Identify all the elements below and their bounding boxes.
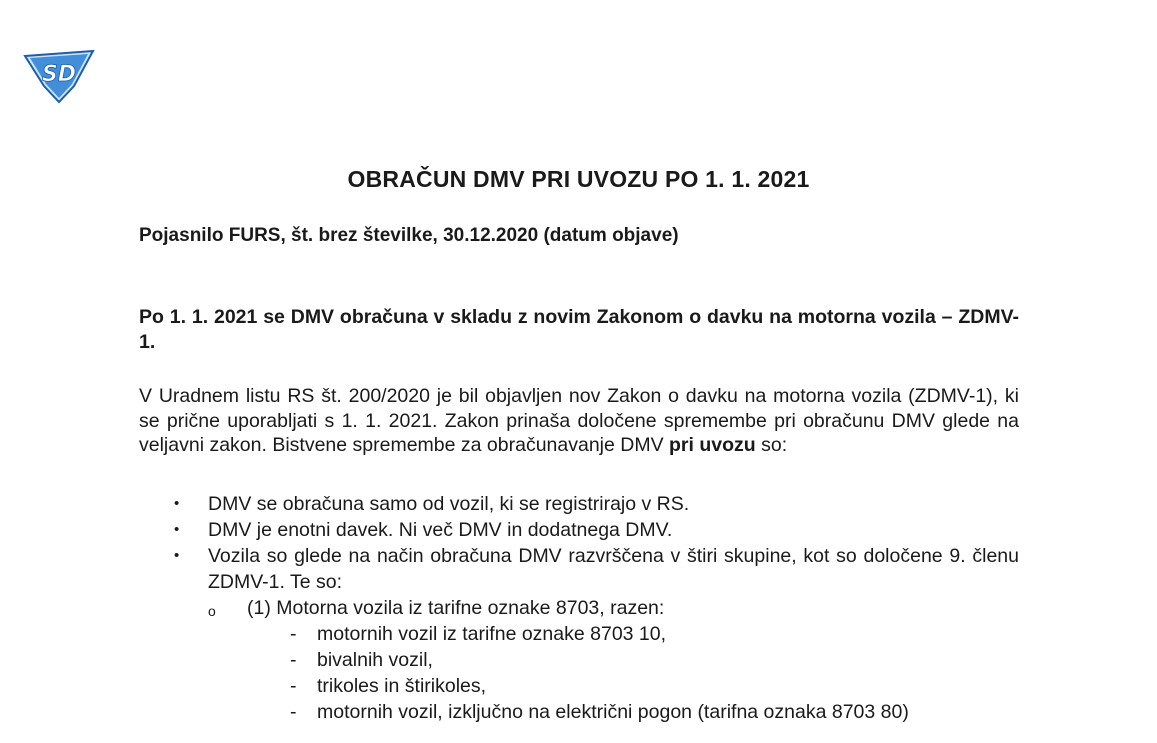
list-item — [139, 543, 1019, 725]
list-item — [139, 517, 1019, 543]
list-item — [139, 491, 1019, 517]
dash-icon: - — [290, 649, 297, 671]
lead-paragraph: Po 1. 1. 2021 se DMV obračuna v skladu z novim Zakonom o davku na motorna vozila – ZDMV-1. — [139, 306, 1019, 353]
sub-list-item — [139, 595, 1019, 725]
paragraph-text: V Uradnem listu RS št. 200/2020 je bil objavljen nov Zakon o davku na motorna vozila (ZDMV-1), ki se prične uporabljati s 1. 1. 2021. Zakon prinaša določene spremembe pri obračunu DMV glede na veljavni zakon. Bistvene spremembe za obračunavanje DMV — [139, 385, 1019, 456]
list-item-text: DMV se obračuna samo od vozil, ki se registrirajo v RS. — [208, 493, 690, 515]
paragraph-bold-text: pri uvozu — [669, 434, 756, 456]
list-item-text: Vozila so glede na način obračuna DMV razvrščena v štiri skupine, kot so določene 9. členu ZDMV-1. Te so: — [208, 545, 1019, 593]
changes-list — [139, 491, 1019, 725]
bullet-icon: • — [174, 495, 180, 512]
sub-list-item-text: (1) Motorna vozila iz tarifne oznake 8703, razen: — [247, 597, 665, 619]
bullet-icon: • — [174, 521, 180, 538]
dash-list-item — [139, 621, 1019, 647]
svg-text:SD: SD — [41, 62, 77, 87]
company-logo-icon — [22, 48, 96, 104]
dash-list-item — [139, 699, 1019, 725]
dash-icon: - — [290, 623, 297, 645]
dash-list-item-text: motornih vozil, izključno na električni pogon (tarifna oznaka 8703 80) — [317, 701, 909, 723]
dash-list-item-text: trikoles in štirikoles, — [317, 675, 487, 697]
circle-bullet-icon: o — [208, 603, 216, 619]
dash-icon: - — [290, 675, 297, 697]
exclusions-list — [247, 621, 1019, 725]
dash-list-item — [139, 647, 1019, 673]
list-item-text: DMV je enotni davek. Ni več DMV in dodatnega DMV. — [208, 519, 673, 541]
paragraph-text-end: so: — [755, 434, 788, 456]
document-subtitle: Pojasnilo FURS, št. brez številke, 30.12.2020 (datum objave) — [139, 225, 679, 246]
document-title: OBRAČUN DMV PRI UVOZU PO 1. 1. 2021 — [347, 166, 810, 192]
body-paragraph — [139, 384, 1019, 458]
dash-icon: - — [290, 701, 297, 723]
dash-list-item-text: bivalnih vozil, — [317, 649, 433, 671]
dash-list-item-text: motornih vozil iz tarifne oznake 8703 10, — [317, 623, 667, 645]
dash-list-item — [139, 673, 1019, 699]
bullet-icon: • — [174, 547, 180, 564]
